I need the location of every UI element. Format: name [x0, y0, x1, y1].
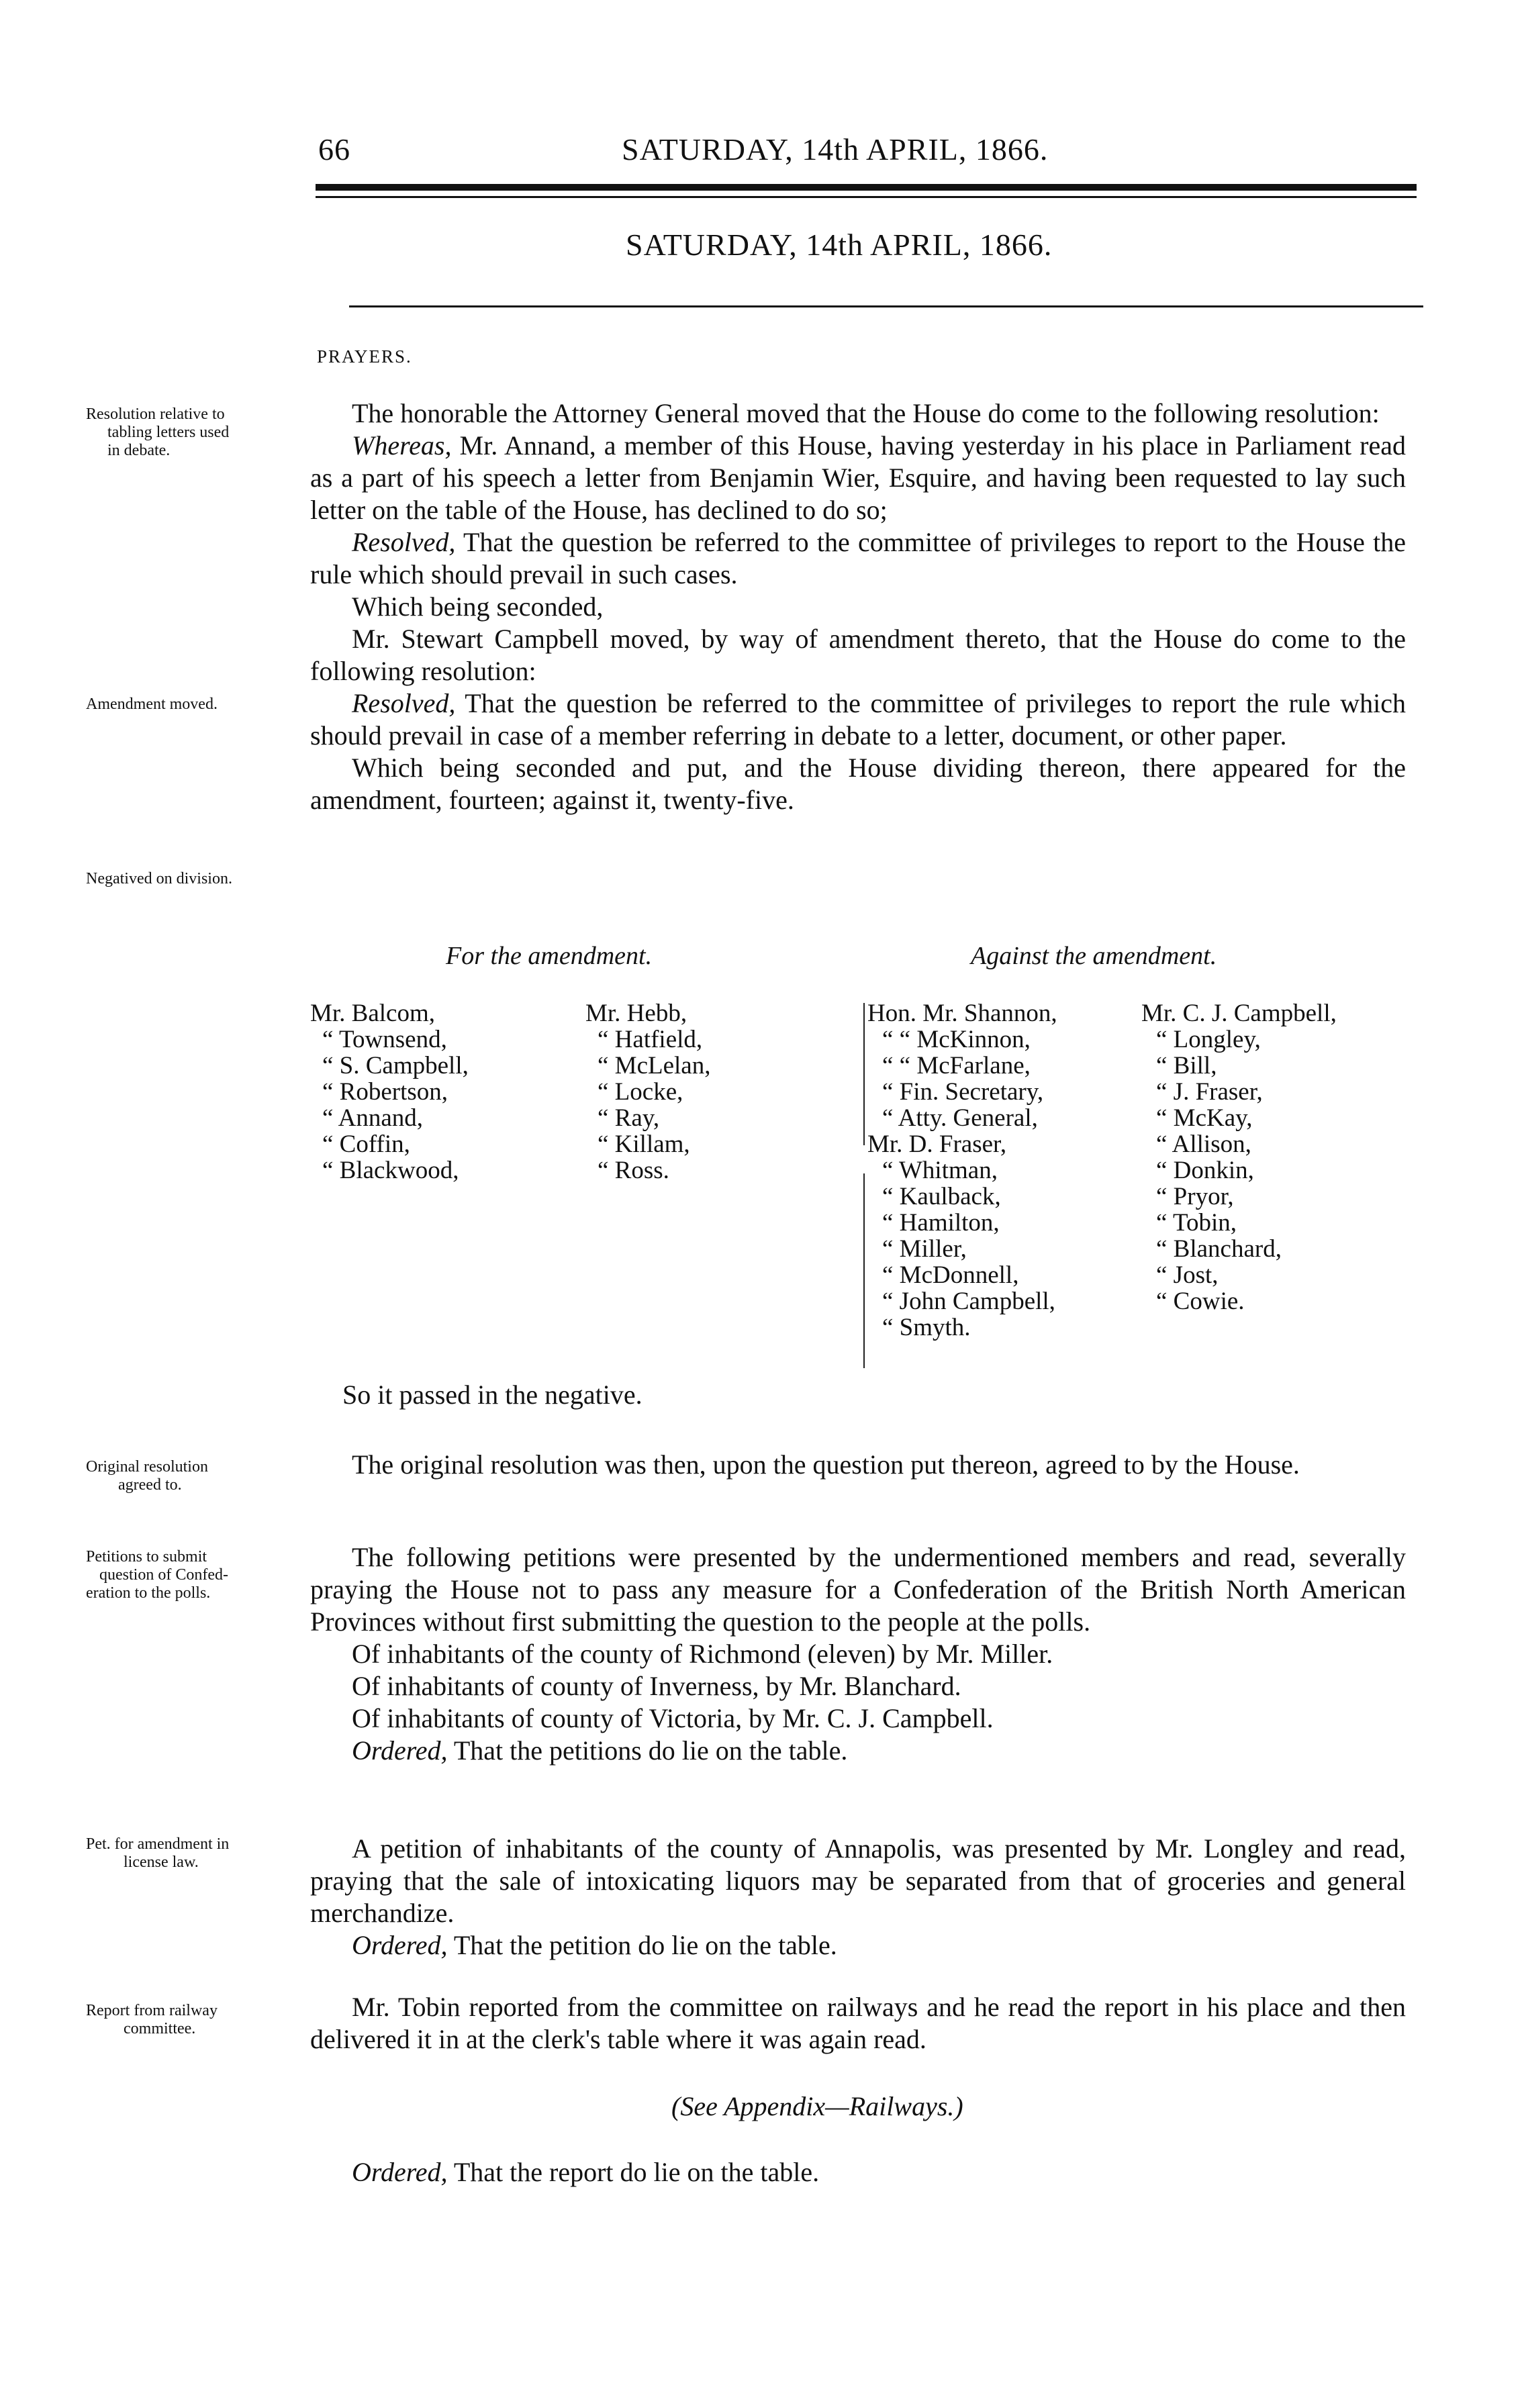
inverness-line: Of inhabitants of county of Inverness, by Mr. Blanchard. — [352, 1671, 961, 1701]
voter-name: “ Ray, — [598, 1104, 660, 1132]
voter-name: “ Jost, — [1156, 1261, 1219, 1289]
resolved-text-2: That the question be referred to the committee of privileges to report the rule which should prevail in case of a member referring in debate to a letter, document, or other paper. — [310, 688, 1406, 751]
against-column-1 — [867, 1000, 1057, 1341]
voter-name: “ Miller, — [882, 1235, 967, 1263]
voter-name: “ Donkin, — [1156, 1157, 1254, 1184]
voter-name: “ Blanchard, — [1156, 1235, 1282, 1263]
voter-name: “ Smyth. — [882, 1314, 971, 1341]
voter-name: “ Townsend, — [322, 1026, 447, 1053]
voter-name: Hon. Mr. Shannon, — [867, 1000, 1057, 1027]
voter-name: “ Cowie. — [1156, 1288, 1245, 1315]
ordered-text-3: That the report do lie on the table. — [447, 2157, 820, 2187]
voter-name: “ Longley, — [1156, 1026, 1261, 1053]
original-paragraph: The original resolution was then, upon the question put thereon, agreed to by the House. — [352, 1449, 1300, 1480]
whereas-word: Whereas, — [352, 430, 452, 461]
voter-name: “ McLelan, — [598, 1052, 711, 1079]
campbell-paragraph: Mr. Stewart Campbell moved, by way of amendment thereto, that the House do come to the following resolution: — [310, 624, 1406, 686]
voter-name: “ Ross. — [598, 1157, 669, 1184]
original-section — [310, 1449, 1406, 1481]
prayers-heading: PRAYERS. — [317, 346, 412, 367]
margin-note-original: Original resolution agreed to. — [86, 1458, 208, 1494]
resolution-section — [310, 397, 1406, 816]
resolved-word-1: Resolved, — [352, 527, 456, 557]
appendix-reference: (See Appendix—Railways.) — [671, 2091, 963, 2121]
resolved-paragraph-2 — [310, 687, 1406, 752]
richmond-line: Of inhabitants of the county of Richmond (eleven) by Mr. Miller. — [352, 1639, 1053, 1669]
voter-name: “ Whitman, — [882, 1157, 998, 1184]
ordered-line-1 — [310, 1735, 1406, 1767]
against-bracket-bottom — [863, 1173, 865, 1368]
against-bracket-top — [863, 1003, 865, 1145]
voter-name: “ Killam, — [598, 1130, 690, 1158]
voter-name: “ Robertson, — [322, 1078, 448, 1106]
voter-name: “ Allison, — [1156, 1130, 1251, 1158]
tobin-paragraph: Mr. Tobin reported from the committee on railways and he read the report in his place and then delivered it in at the clerk's table where it was again read. — [310, 1992, 1406, 2054]
margin-note-petitions: Petitions to submit question of Confed- eration to the polls. — [86, 1548, 228, 1602]
for-column-1 — [310, 1000, 469, 1184]
voter-name: “ Coffin, — [322, 1130, 410, 1158]
resolved-word-2: Resolved, — [352, 688, 456, 718]
attorney-paragraph: The honorable the Attorney General moved that the House do come to the following resolution: — [352, 398, 1380, 428]
ordered-text-2: That the petition do lie on the table. — [447, 1930, 837, 1960]
whereas-paragraph — [310, 430, 1406, 526]
whereas-text: Mr. Annand, a member of this House, having yesterday in his place in Parliament read as a part of his speech a letter from Benjamin Wier, Esquire, and having been requested to lay such letter on the table of the House, has declined to do so; — [310, 430, 1406, 525]
voter-name: “ Hamilton, — [882, 1209, 1000, 1237]
division-paragraph: Which being seconded and put, and the House dividing thereon, there appeared for the amendment, fourteen; against it, twenty-five. — [310, 753, 1406, 815]
for-amendment-heading: For the amendment. — [446, 942, 653, 970]
voter-name: “ “ McKinnon, — [882, 1026, 1031, 1053]
petitions-paragraph: The following petitions were presented by the undermentioned members and read, severally praying the House not to pass any measure for a Confederation of the British North American Provinces without first submitting the question to the people at the polls. — [310, 1542, 1406, 1637]
seconded-line: Which being seconded, — [352, 591, 604, 622]
license-section — [310, 1833, 1406, 1962]
against-amendment-heading: Against the amendment. — [971, 942, 1217, 970]
ordered-word-3: Ordered, — [352, 2157, 448, 2187]
voter-name: “ “ McFarlane, — [882, 1052, 1031, 1079]
voter-name: “ Blackwood, — [322, 1157, 459, 1184]
victoria-line: Of inhabitants of county of Victoria, by Mr. C. J. Campbell. — [352, 1703, 994, 1733]
resolved-text-1: That the question be referred to the committee of privileges to report to the House the rule which should prevail in such cases. — [310, 527, 1406, 589]
margin-note-railway: Report from railway committee. — [86, 2002, 218, 2037]
ordered-text-1: That the petitions do lie on the table. — [447, 1735, 848, 1766]
voter-name: Mr. Balcom, — [310, 1000, 436, 1027]
voter-name: “ Annand, — [322, 1104, 424, 1132]
against-column-2 — [1141, 1000, 1337, 1314]
heading-rule — [349, 305, 1423, 307]
voter-name: “ Kaulback, — [882, 1183, 1001, 1210]
ordered-line-3 — [310, 2156, 1406, 2188]
voter-name: “ John Campbell, — [882, 1288, 1055, 1315]
header-rule-thin — [316, 196, 1417, 198]
margin-note-license: Pet. for amendment in license law. — [86, 1835, 230, 1871]
voter-name: “ Fin. Secretary, — [882, 1078, 1044, 1106]
annapolis-paragraph: A petition of inhabitants of the county of Annapolis, was presented by Mr. Longley and read, praying that the sale of intoxicating liquors may be separated from that of groceries and general merchandize. — [310, 1833, 1406, 1928]
resolved-paragraph-1 — [310, 526, 1406, 591]
railway-section — [310, 1991, 1406, 2056]
margin-note-resolution: Resolution relative to tabling letters used in debate. — [86, 405, 230, 459]
margin-note-amendment: Amendment moved. — [86, 695, 218, 713]
page-number: 66 — [318, 132, 350, 166]
voter-name: “ McKay, — [1156, 1104, 1253, 1132]
voter-name: “ J. Fraser, — [1156, 1078, 1263, 1106]
margin-note-negatived: Negatived on division. — [86, 870, 232, 887]
voter-name: “ Atty. General, — [882, 1104, 1038, 1132]
ordered-word-1: Ordered, — [352, 1735, 448, 1766]
voter-name: “ Locke, — [598, 1078, 683, 1106]
voter-name: “ S. Campbell, — [322, 1052, 469, 1079]
voter-name: Mr. C. J. Campbell, — [1141, 1000, 1337, 1027]
ordered-report-section — [310, 2156, 1406, 2188]
voter-name: “ Bill, — [1156, 1052, 1217, 1079]
voter-name: Mr. D. Fraser, — [867, 1130, 1007, 1158]
voter-name: Mr. Hebb, — [585, 1000, 687, 1027]
negative-line — [310, 1379, 1406, 1411]
header-rule-thick — [316, 184, 1417, 191]
negative-text: So it passed in the negative. — [342, 1380, 642, 1410]
for-column-2 — [585, 1000, 710, 1184]
ordered-word-2: Ordered, — [352, 1930, 448, 1960]
voter-name: “ Pryor, — [1156, 1183, 1234, 1210]
running-title: SATURDAY, 14th APRIL, 1866. — [622, 132, 1049, 166]
date-heading: SATURDAY, 14th APRIL, 1866. — [626, 228, 1053, 262]
voter-name: “ Hatfield, — [598, 1026, 703, 1053]
petitions-section — [310, 1541, 1406, 1767]
ordered-line-2 — [310, 1929, 1406, 1962]
voter-name: “ Tobin, — [1156, 1209, 1237, 1237]
voter-name: “ McDonnell, — [882, 1261, 1019, 1289]
